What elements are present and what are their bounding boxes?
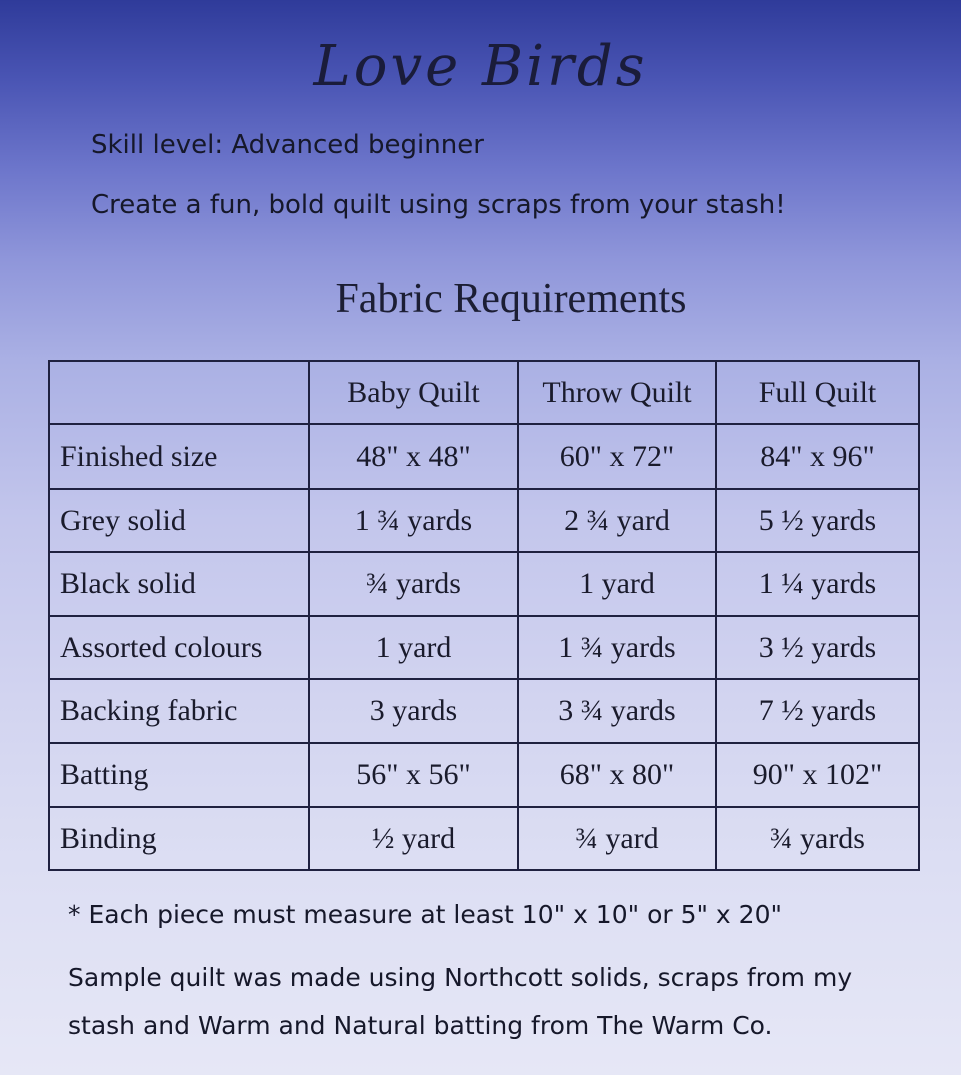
row-label: Batting	[49, 743, 309, 807]
throw-quilt-value: 68" x 80"	[518, 743, 716, 807]
fabric-requirements-table	[48, 360, 920, 871]
credit-text-line-2: stash and Warm and Natural batting from The Warm Co.	[68, 1011, 773, 1040]
row-label: Assorted colours	[49, 616, 309, 679]
baby-quilt-value: ¾ yards	[309, 552, 518, 616]
row-label: Binding	[49, 807, 309, 870]
table-row	[49, 424, 919, 489]
throw-quilt-value: 1 yard	[518, 552, 716, 616]
table-row	[49, 807, 919, 870]
throw-quilt-value: ¾ yard	[518, 807, 716, 870]
full-quilt-value: 7 ½ yards	[716, 679, 919, 743]
table-row	[49, 616, 919, 679]
fabric-requirements-heading: Fabric Requirements	[335, 276, 687, 322]
full-quilt-value: 3 ½ yards	[716, 616, 919, 679]
baby-quilt-value: 56" x 56"	[309, 743, 518, 807]
full-quilt-value: 90" x 102"	[716, 743, 919, 807]
table-corner-cell	[49, 361, 309, 424]
full-quilt-value: 84" x 96"	[716, 424, 919, 489]
column-header-full-quilt: Full Quilt	[716, 361, 919, 424]
throw-quilt-value: 2 ¾ yard	[518, 489, 716, 552]
table-row	[49, 679, 919, 743]
baby-quilt-value: 1 yard	[309, 616, 518, 679]
table-row	[49, 489, 919, 552]
throw-quilt-value: 60" x 72"	[518, 424, 716, 489]
page-title: Love Birds	[313, 34, 648, 99]
row-label: Black solid	[49, 552, 309, 616]
row-label: Finished size	[49, 424, 309, 489]
baby-quilt-value: 3 yards	[309, 679, 518, 743]
full-quilt-value: ¾ yards	[716, 807, 919, 870]
column-header-baby-quilt: Baby Quilt	[309, 361, 518, 424]
credit-text-line-1: Sample quilt was made using Northcott solids, scraps from my	[68, 963, 853, 992]
column-header-throw-quilt: Throw Quilt	[518, 361, 716, 424]
full-quilt-value: 1 ¼ yards	[716, 552, 919, 616]
full-quilt-value: 5 ½ yards	[716, 489, 919, 552]
table-row	[49, 552, 919, 616]
throw-quilt-value: 3 ¾ yards	[518, 679, 716, 743]
throw-quilt-value: 1 ¾ yards	[518, 616, 716, 679]
table-header-row	[49, 361, 919, 424]
row-label: Grey solid	[49, 489, 309, 552]
skill-level-text: Skill level: Advanced beginner	[91, 130, 484, 160]
row-label: Backing fabric	[49, 679, 309, 743]
baby-quilt-value: 48" x 48"	[309, 424, 518, 489]
table-row	[49, 743, 919, 807]
baby-quilt-value: ½ yard	[309, 807, 518, 870]
baby-quilt-value: 1 ¾ yards	[309, 489, 518, 552]
tagline-text: Create a fun, bold quilt using scraps from your stash!	[91, 190, 786, 220]
footnote-text: * Each piece must measure at least 10" x 10" or 5" x 20"	[68, 900, 782, 929]
